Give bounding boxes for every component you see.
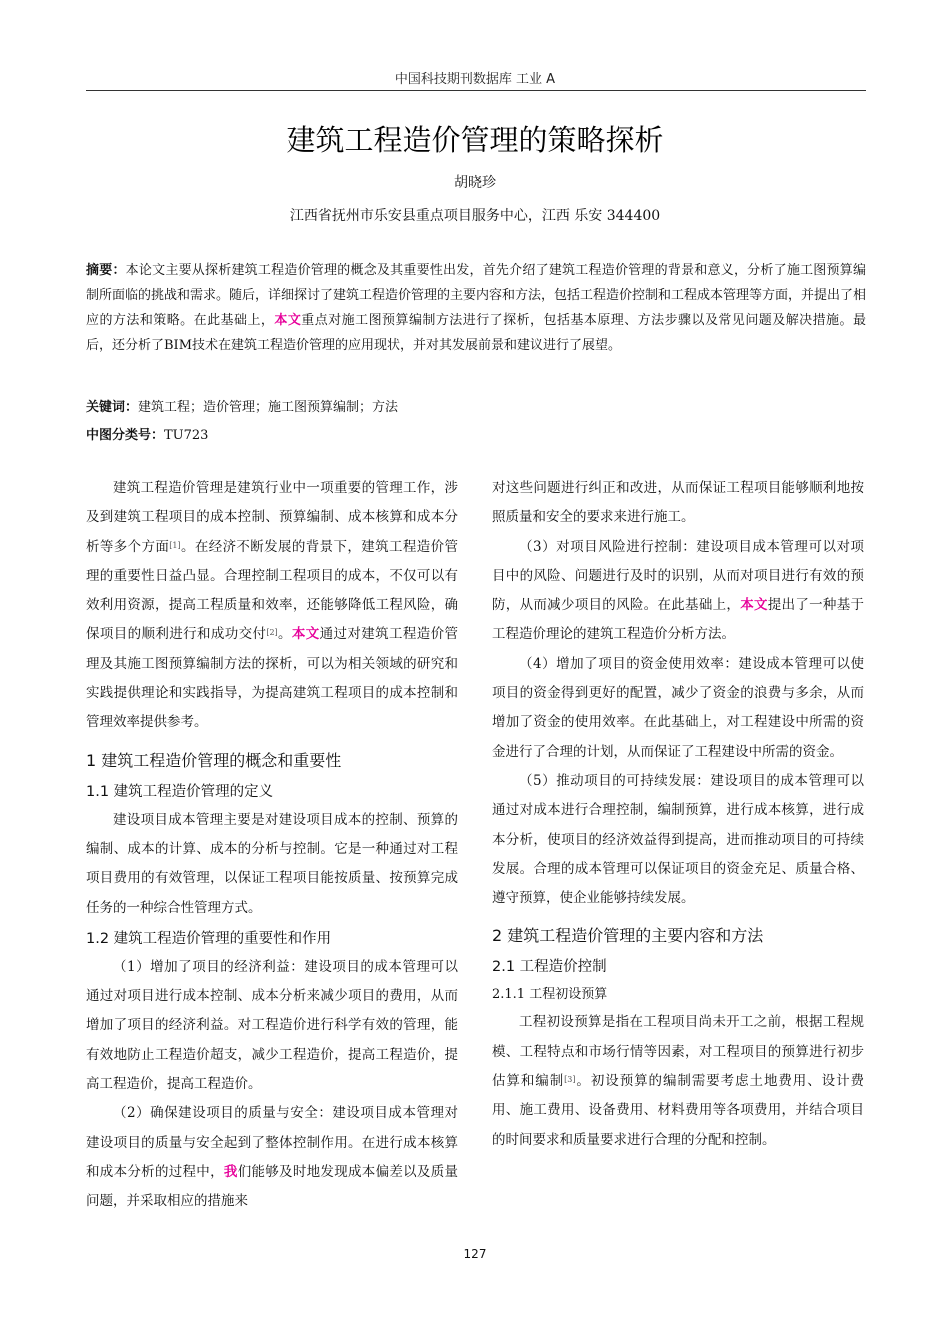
section-1-2-item-1: （1）增加了项目的经济利益：建设项目的成本管理可以通过对项目进行成本控制、成本分析来减少项目的费用，从而增加了项目的经济利益。对工程造价进行科学有效的管理，能有效地防止工程造价超支，减少工程造价，提高工程造价，提高工程造价，提高工程造价。 — [86, 958, 458, 1093]
ref-3: [3] — [564, 1075, 576, 1085]
paper-title: 建筑工程造价管理的策略探析 — [286, 123, 664, 157]
section-2-1-1-paragraph — [492, 1008, 864, 1154]
p211-text-a: 工程初设预算是指在工程项目尚未开工之前，根据工程规模、工程特点和市场行情等因素，对工程项目的预算进行初步估算和编制 — [492, 1014, 864, 1090]
section-2-1-1-heading: 2.1.1 工程初设预算 — [492, 987, 608, 1003]
section-2-heading: 2 建筑工程造价管理的主要内容和方法 — [492, 926, 764, 946]
item-3-highlight: 本文 — [740, 597, 768, 614]
section-1-heading: 1 建筑工程造价管理的概念和重要性 — [86, 750, 342, 770]
item-2-text-a: （2）确保建设项目的质量与安全：建设项目成本管理对建设项目的质量与安全起到了整体控制作用。在进行成本核算和成本分析的过程中， — [86, 1105, 458, 1180]
keywords-label: 关键词： — [86, 400, 139, 415]
ref-2: [2] — [266, 628, 278, 638]
intro-paragraph — [86, 474, 458, 738]
section-1-2-item-2 — [86, 1099, 458, 1216]
abstract-text-b: 重点对施工图预算编制方法进行了探析，包括基本原理、方法步骤以及常见问题及解决措施。最后，还分析了BIM技术在建筑工程造价管理的应用现状，并对其发展前景和建议进行了展望。 — [86, 313, 866, 353]
item-2-text-b: 们能够及时地发现成本偏差以及质量问题，并采取相应的措施来 — [86, 1163, 459, 1210]
intro-text-c: 。 — [277, 626, 292, 643]
section-1-1-paragraph: 建设项目成本管理主要是对建设项目成本的控制、预算的编制、成本的计算、成本的分析与控制。它是一种通过对工程项目费用的有效管理，以保证工程项目能按质量、按预算完成任务的一种综合性管理方式。 — [86, 811, 458, 916]
abstract-text-a: 本论文主要从探析建筑工程造价管理的概念及其重要性出发，首先介绍了建筑工程造价管理的背景和意义，分析了施工图预算编制所面临的挑战和需求。随后，详细探讨了建筑工程造价管理的主要内容和方法，包括工程造价控制和工程成本管理等方面，并提出了相应的方法和策略。在此基础上， — [86, 263, 867, 328]
ref-1: [1] — [169, 540, 181, 550]
header-rule — [86, 90, 866, 91]
page-number: 127 — [463, 1247, 487, 1261]
intro-text-d: 通过对建筑工程造价管理及其施工图预算编制方法的探析，可以为相关领域的研究和实践提供理论和实践指导，为提高建筑工程项目的成本控制和管理效率提供参考。 — [86, 626, 459, 731]
section-1-2-item-4: （4）增加了项目的资金使用效率：建设成本管理可以使项目的资金得到更好的配置，减少了资金的浪费与多余，从而增加了资金的使用效率。在此基础上，对工程建设中所需的资金进行了合理的计划，从而保证了工程建设中所需的资金。 — [492, 655, 864, 760]
keywords — [86, 396, 866, 415]
running-head: 中国科技期刊数据库 工业 A — [394, 72, 556, 87]
classification-text: TU723 — [164, 428, 209, 443]
section-1-2-item-5: （5）推动项目的可持续发展：建设项目的成本管理可以通过对成本进行合理控制，编制预算，进行成本核算，进行成本分析，使项目的经济效益得到提高，进而推动项目的可持续发展。合理的成本管理可以保证项目的资金充足、质量合格、遵守预算，使企业能够持续发展。 — [492, 772, 864, 907]
abstract-highlight: 本文 — [274, 313, 302, 328]
intro-text-b: 。在经济不断发展的背景下，建筑工程造价管理的重要性日益凸显。合理控制工程项目的成本，不仅可以有效利用资源，提高工程质量和效率，还能够降低工程风险，确保项目的顺利进行和成功交付 — [86, 538, 459, 643]
intro-highlight: 本文 — [291, 626, 320, 643]
item-3-text-a: （3）对项目风险进行控制：建设项目成本管理可以对项目中的风险、问题进行及时的识别，从而对项目进行有效的预防，从而减少项目的风险。在此基础上， — [492, 538, 864, 614]
p211-text-b: 。初设预算的编制需要考虑土地费用、设计费用、施工费用、设备费用、材料费用等各项费用，并结合项目的时间要求和质量要求进行合理的分配和控制。 — [492, 1073, 865, 1148]
section-1-1-heading: 1.1 建筑工程造价管理的定义 — [86, 783, 274, 800]
author-affiliation: 江西省抚州市乐安县重点项目服务中心，江西 乐安 344400 — [289, 208, 661, 224]
section-1-2-heading: 1.2 建筑工程造价管理的重要性和作用 — [86, 930, 332, 947]
right-column — [492, 474, 864, 1155]
classification-number — [86, 424, 866, 443]
continued-paragraph: 对这些问题进行纠正和改进，从而保证工程项目能够顺利地按照质量和安全的要求来进行施工。 — [492, 480, 864, 526]
author-name: 胡晓珍 — [454, 175, 496, 191]
intro-text-a: 建筑工程造价管理是建筑行业中一项重要的管理工作，涉及到建筑工程项目的成本控制、预算编制、成本核算和成本分析等多个方面 — [86, 480, 458, 555]
left-column — [86, 474, 458, 1217]
section-1-2-item-3 — [492, 533, 864, 650]
abstract-label: 摘要： — [86, 263, 126, 278]
item-3-text-b: 提出了一种基于工程造价理论的建筑工程造价分析方法。 — [492, 597, 865, 643]
item-2-highlight: 我 — [223, 1163, 238, 1180]
abstract — [86, 258, 866, 358]
classification-label: 中图分类号： — [86, 428, 165, 443]
section-2-1-heading: 2.1 工程造价控制 — [492, 959, 607, 976]
keywords-text: 建筑工程；造价管理；施工图预算编制；方法 — [138, 400, 399, 415]
